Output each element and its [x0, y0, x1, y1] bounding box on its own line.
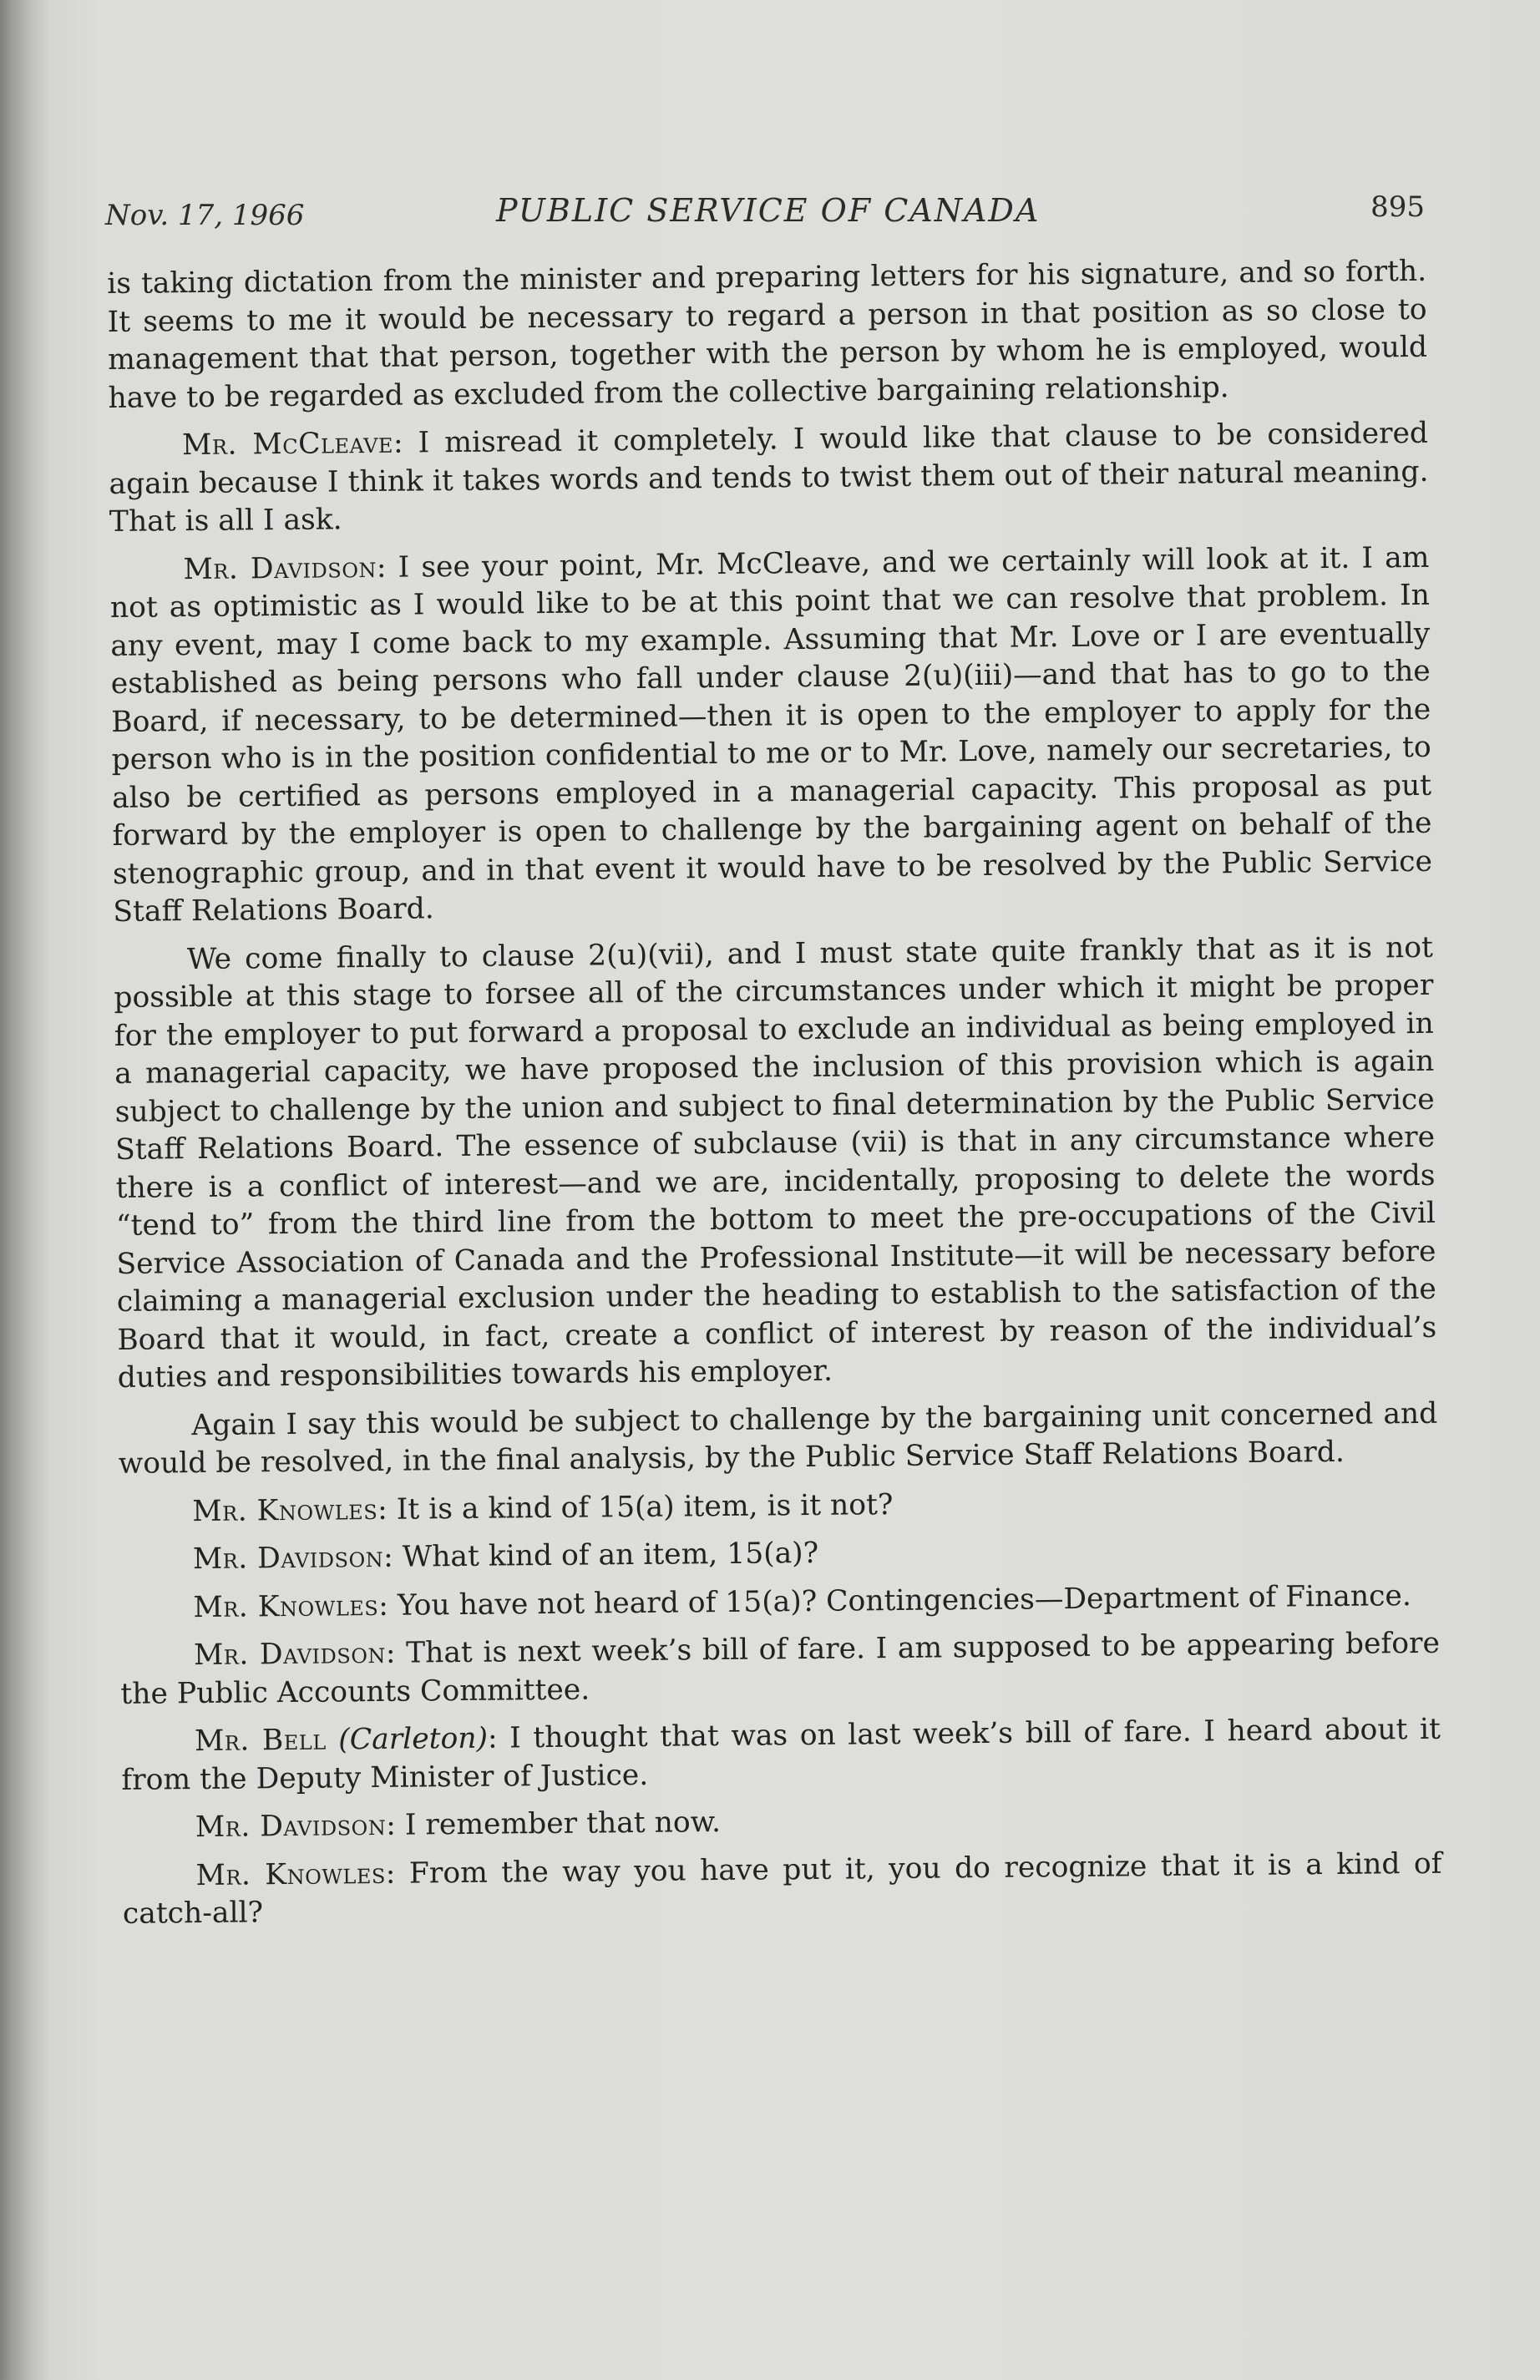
- speech-paragraph: Mr. Davidson: That is next week’s bill of fare. I am supposed to be appearing before the Public Accounts Committee.: [120, 1626, 1441, 1711]
- speaker-name: Mr. Davidson: [195, 1808, 387, 1845]
- page-number: 895: [1370, 190, 1425, 224]
- speech-paragraph: Mr. Knowles: It is a kind of 15(a) item, is it not?: [192, 1487, 894, 1528]
- speech-paragraph: Mr. Davidson: I see your point, Mr. McCleave, and we certainly will look at it. I am not as optimistic as I would like to be at this point that we can resolve that problem. In any event, may I come back to my example. Assuming that Mr. Love or I are eventually established as being persons who fall under clause 2(u)(iii)—and that has to go to the Board, if necessary, to be determined—then it is open to the employer to apply for the person who is in the position confidential to me or to Mr. Love, namely our secretaries, to also be certified as persons employed in a managerial capacity. This proposal as put forward by the employer is open to challenge by the bargaining agent on behalf of the stenographic group, and in that event it would have to be resolved by the Public Service Staff Relations Board.: [109, 540, 1433, 929]
- speaker-name: Mr. Knowles: [192, 1492, 378, 1528]
- speaker-name: Mr. McCleave: [181, 426, 394, 463]
- speech-paragraph: Mr. Knowles: You have not heard of 15(a)? Contingencies—Department of Finance.: [193, 1578, 1412, 1624]
- page-body: [107, 253, 1442, 1944]
- header-date: Nov. 17, 1966: [105, 199, 305, 232]
- speaker-name: Mr. Davidson: [192, 1540, 384, 1577]
- header-title: PUBLIC SERVICE OF CANADA: [496, 192, 1041, 229]
- speech-paragraph: Mr. Knowles: From the way you have put it, you do recognize that it is a kind of catch-all?: [122, 1846, 1442, 1931]
- speech-paragraph: Mr. Davidson: What kind of an item, 15(a)?: [192, 1536, 819, 1577]
- paragraph: Again I say this would be subject to challenge by the bargaining unit concerned and would be resolved, in the final analysis, by the Public Service Staff Relations Board.: [118, 1396, 1438, 1481]
- book-spine-shadow: [0, 0, 50, 2380]
- page-header: [105, 190, 1425, 241]
- speaker-name: Mr. Davidson: [193, 1636, 387, 1673]
- speaker-affiliation: (Carleton): [338, 1721, 489, 1757]
- speech-paragraph: Mr. Davidson: I remember that now.: [195, 1805, 722, 1845]
- speaker-name: Mr. Bell: [194, 1723, 327, 1759]
- speaker-name: Mr. Knowles: [195, 1856, 387, 1892]
- speech-paragraph: Mr. McCleave: I misread it completely. I would like that clause to be considered again because I think it takes words and tends to twist them out of their natural meaning. That is all I ask.: [109, 416, 1429, 539]
- speaker-name: Mr. Knowles: [193, 1588, 379, 1624]
- paragraph: We come finally to clause 2(u)(vii), and I must state quite frankly that as it is not possible at this stage to forsee all of the circumstances under which it might be proper for the employer to put forward a proposal to exclude an individual as being employed in a managerial capacity, we have proposed the inclusion of this provision which is again subject to challenge by the union and subject to final determination by the Public Service Staff Relations Board. The essence of subclause (vii) is that in any circumstance where there is a conflict of interest—and we are, incidentally, proposing to delete the words “tend to” from the third line from the bottom to meet the pre-occupations of the Civil Service Association of Canada and the Professional Institute—it will be necessary before claiming a managerial exclusion under the heading to establish to the satisfaction of the Board that it would, in fact, create a conflict of interest by reason of the individual’s duties and responsibilities towards his employer.: [114, 930, 1437, 1395]
- paragraph: is taking dictation from the minister and preparing letters for his signature, and so forth. It seems to me it would be necessary to regard a person in that position as so close to management that that person, together with the person by whom he is employed, would have to be regarded as excluded from the collective bargaining relationship.: [107, 254, 1428, 415]
- speech-paragraph: Mr. Bell (Carleton): I thought that was on last week’s bill of fare. I heard about it from the Deputy Minister of Justice.: [121, 1712, 1441, 1797]
- speaker-name: Mr. Davidson: [183, 550, 377, 586]
